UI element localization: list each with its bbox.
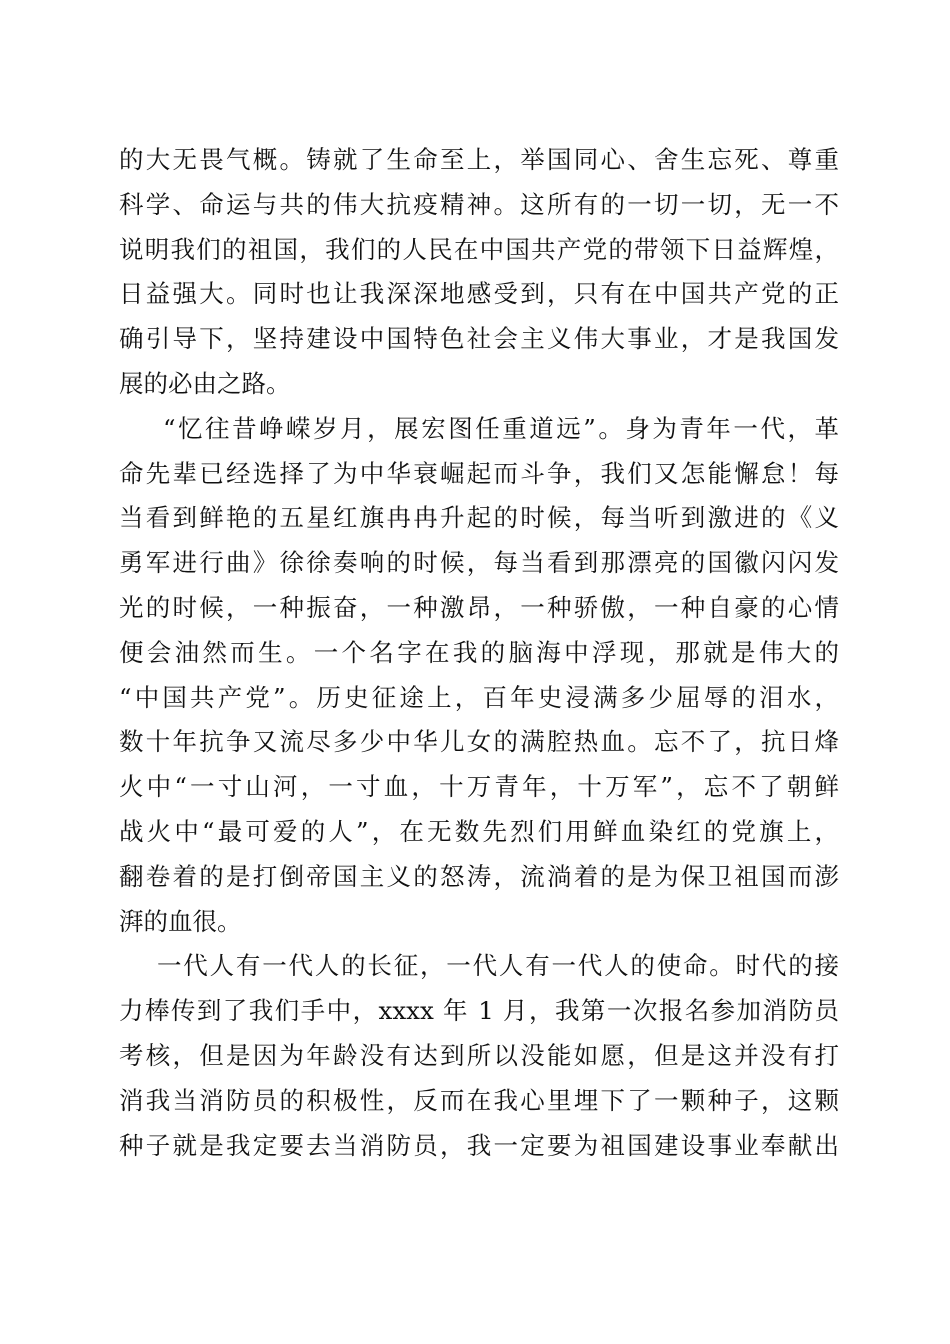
- text-line: 光的时候，一种振奋，一种激昂，一种骄傲，一种自豪的心情: [119, 592, 839, 622]
- paragraph: [119, 138, 839, 407]
- text-line: 勇军进行曲》徐徐奏响的时候，每当看到那漂亮的国徽闪闪发: [119, 548, 839, 578]
- paragraph: [119, 407, 839, 945]
- text-line: 消我当消防员的积极性，反而在我心里埋下了一颗种子，这颗: [119, 1085, 839, 1115]
- text-line: “中国共产党”。历史征途上，百年史浸满多少屈辱的泪水，: [119, 682, 839, 712]
- text-line: 展的必由之路。: [119, 368, 291, 398]
- text-line: “忆往昔峥嵘岁月，展宏图任重道远”。身为青年一代，革: [163, 413, 839, 443]
- text-line: 的大无畏气概。铸就了生命至上，举国同心、舍生忘死、尊重: [119, 145, 839, 174]
- text-line: 一代人有一代人的长征，一代人有一代人的使命。时代的接: [157, 951, 839, 981]
- text-line: 数十年抗争又流尽多少中华儿女的满腔热血。忘不了，抗日烽: [119, 727, 839, 757]
- text-line: 当看到鲜艳的五星红旗冉冉升起的时候，每当听到激进的《义: [119, 503, 839, 533]
- text-line: 确引导下，坚持建设中国特色社会主义伟大事业，才是我国发: [119, 324, 839, 354]
- text-line: 说明我们的祖国，我们的人民在中国共产党的带领下日益辉煌，: [119, 234, 839, 264]
- text-line: 考核，但是因为年龄没有达到所以没能如愿，但是这并没有打: [119, 1040, 839, 1070]
- text-line: 湃的血很。: [119, 906, 242, 936]
- text-line: 翻卷着的是打倒帝国主义的怒涛，流淌着的是为保卫祖国而澎: [119, 861, 839, 891]
- paragraph: [119, 944, 839, 1168]
- document-body: [119, 138, 839, 1168]
- text-line: 科学、命运与共的伟大抗疫精神。这所有的一切一切，无一不: [119, 189, 839, 219]
- text-line: 火中“一寸山河，一寸血，十万青年，十万军”，忘不了朝鲜: [119, 772, 839, 802]
- text-line: 力棒传到了我们手中，xxxx 年 1 月，我第一次报名参加消防员: [119, 996, 839, 1026]
- text-line: 命先辈已经选择了为中华衰崛起而斗争，我们又怎能懈怠！每: [119, 458, 839, 488]
- text-line: 便会油然而生。一个名字在我的脑海中浮现，那就是伟大的: [119, 637, 839, 667]
- text-line: 种子就是我定要去当消防员，我一定要为祖国建设事业奉献出: [119, 1130, 839, 1160]
- text-line: 日益强大。同时也让我深深地感受到，只有在中国共产党的正: [119, 279, 839, 309]
- text-line: 战火中“最可爱的人”，在无数先烈们用鲜血染红的党旗上，: [119, 816, 839, 846]
